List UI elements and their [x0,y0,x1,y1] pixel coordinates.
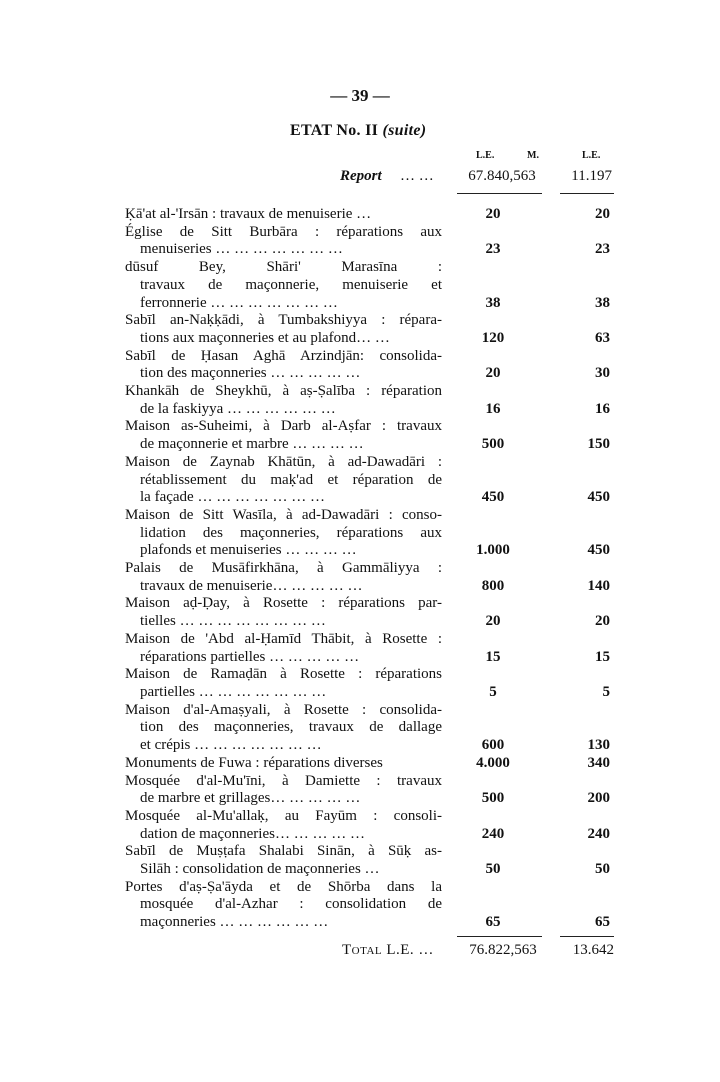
entry-row [0,702,720,755]
entry-line: et crépis … … … … … … … [140,737,322,754]
entry-description [125,754,442,773]
entry-line: Palais de Musāfirkhāna, à Gammāliyya : [125,560,442,577]
report-rule-col1 [457,193,542,194]
entry-line: Maison de Ramaḍān à Rosette : réparations [125,666,442,683]
entry-amount-le: 20 [485,365,501,382]
entry-row [0,595,720,630]
entry-line: Sabīl de Ḥasan Aghā Arzindjān: consolida- [125,347,442,364]
entry-line: Maison de Sitt Wasīla, à ad-Dawadāri : conso- [125,506,442,523]
entry-description [125,843,442,878]
entry-row [0,755,720,773]
entry-line: la façade … … … … … … … [140,489,325,506]
entry-description [125,312,442,347]
entry-amount-le: 1.000 [476,542,510,559]
entry-amount-le2: 150 [587,436,610,453]
entry-line: Ḳā'at al-'Irsān : travaux de menuiserie … [125,206,372,222]
entry-line: plafonds et menuiseries … … … … [140,542,357,559]
entry-line: de marbre et grillages… … … … … [140,790,361,807]
entry-line: travaux de maçonnerie, menuiserie et [140,276,442,293]
entry-line: Sabīl de Muṣṭafa Shalabi Sinān, à Sūḳ as- [125,843,442,860]
entry-amount-le2: 340 [587,754,610,771]
report-row [0,168,720,188]
entry-amount-le2: 65 [595,914,610,931]
entry-line: menuiseries … … … … … … … [140,241,343,258]
entry-line: Silāh : consolidation de maçonneries … [140,861,380,878]
entry-amount-le2: 450 [587,542,610,559]
page-title [290,122,426,140]
entry-description [125,878,442,932]
entry-amount-le: 38 [485,294,501,311]
entry-amount-le2: 16 [595,400,610,417]
report-dots: … … [400,168,434,184]
entry-line: partielles … … … … … … … [140,683,327,700]
entry-row [0,631,720,666]
entry-amount-le2: 50 [595,861,610,878]
entry-row [0,507,720,560]
entry-row [0,206,720,224]
entry-amount-le2: 23 [595,241,610,258]
entry-amount-le: 20 [485,206,501,222]
report-amount-le2: 11.197 [571,168,612,184]
entry-row [0,418,720,453]
entry-line: Khankāh de Sheykhū, à aṣ-Ṣalība : réparation [125,383,442,400]
total-rule-col2 [560,936,614,937]
entry-line: tion des maçonneries … … … … … [140,365,361,382]
entry-line: tielles … … … … … … … … [140,613,326,630]
entry-amount-le: 120 [481,329,505,346]
entry-amount-le2: 20 [595,613,610,630]
total-rule-col1 [457,936,542,937]
entry-row [0,348,720,383]
total-amount-le2: 13.642 [572,942,614,958]
entry-line: dation de maçonneries… … … … … [140,825,365,842]
entry-line: Maison as-Suheimi, à Darb al-Aṣfar : travaux [125,418,442,435]
entry-line: Maison d'al-Amaṣyali, à Rosette : consolida- [125,701,442,718]
column-header-le2: L.E. [582,150,601,161]
entry-description [125,347,442,383]
entry-amount-le2: 63 [595,329,610,346]
entry-amount-le: 20 [485,613,501,630]
page-number: — 39 — [330,86,390,105]
entry-line: Maison de 'Abd al-Ḥamīd Thābit, à Rosette : [125,630,442,647]
entry-line: Portes d'aṣ-Ṣa'āyda et de Shōrba dans la [125,878,442,895]
entry-amount-le: 5 [489,683,497,700]
column-headers [0,150,720,164]
entry-row [0,773,720,808]
title-text: ETAT No. II [290,122,379,139]
entry-amount-le2: 38 [595,294,610,311]
entry-description [125,259,442,312]
entry-description [125,666,442,701]
entry-line: maçonneries … … … … … … [140,914,329,931]
entry-row [0,666,720,701]
entry-amount-le2: 15 [595,648,610,665]
entry-line: tion des maçonneries, travaux de dallage [140,719,442,736]
entry-row [0,560,720,595]
entry-description [125,506,442,560]
entry-line: Mosquée al-Mu'allaḳ, au Fayūm : consoli- [125,807,442,824]
entry-description [125,772,442,808]
entry-amount-le2: 130 [587,737,610,754]
entry-description [125,595,442,630]
entry-line: Maison de Zaynab Khātūn, à ad-Dawadāri : [125,453,442,470]
entry-amount-le2: 240 [587,825,610,842]
entry-description [125,383,442,418]
entry-description [125,206,442,224]
entry-line: tions aux maçonneries et au plafond… … [140,329,390,346]
report-amount-le: 67.840,563 [468,168,536,184]
total-amount-le: 76.822,563 [469,942,537,958]
column-header-m: M. [527,150,539,161]
entry-description [125,453,442,507]
entry-line: de la faskiyya … … … … … … [140,400,336,417]
entry-amount-le: 16 [485,400,501,417]
entry-line: Église de Sitt Burbāra : réparations aux [125,223,442,240]
entry-line: mosquée d'al-Azhar : consolidation de [140,896,442,913]
entry-row [0,454,720,507]
entry-description [125,560,442,595]
entry-amount-le2: 5 [602,683,610,700]
entry-amount-le: 15 [485,648,501,665]
entry-description [125,701,442,755]
entry-line: dūsuf Bey, Shāri' Marasīna : [125,259,442,276]
entry-amount-le: 600 [481,737,505,754]
entry-line: réparations partielles … … … … … [140,648,360,665]
entry-line: ferronnerie … … … … … … … [140,294,338,311]
entry-line: rétablissement du maḳ'ad et réparation de [140,471,442,488]
entry-amount-le: 50 [485,861,501,878]
entry-line: Monuments de Fuwa : réparations diverses [125,754,383,771]
column-header-le: L.E. [476,150,495,161]
entry-row [0,383,720,418]
entry-line: Mosquée d'al-Mu'īni, à Damiette : travaux [125,772,442,789]
entry-amount-le2: 140 [587,577,610,594]
entry-line: de maçonnerie et marbre … … … … [140,436,364,453]
entry-amount-le: 65 [485,914,501,931]
entry-amount-le: 23 [485,241,501,258]
entry-row [0,224,720,259]
entry-amount-le: 800 [481,577,505,594]
entry-row [0,808,720,843]
entry-description [125,418,442,453]
total-label: Total L.E. … [342,942,434,958]
entry-line: lidation des maçonneries, réparations aux [140,524,442,541]
entry-amount-le2: 30 [595,365,610,382]
entry-description [125,223,442,259]
entry-row [0,879,720,932]
entry-amount-le: 500 [481,436,505,453]
entry-description [125,630,442,666]
entry-amount-le: 450 [481,489,505,506]
entry-line: Sabīl an-Naḳḳādi, à Tumbakshiyya : répara- [125,312,442,329]
report-label: Report [340,168,382,184]
entry-amount-le2: 20 [595,206,610,222]
entry-line: Maison aḍ-Ḍay, à Rosette : réparations par- [125,595,442,612]
entry-amount-le2: 450 [587,489,610,506]
entry-amount-le2: 200 [587,790,610,807]
entry-row [0,843,720,878]
entry-amount-le: 240 [481,825,505,842]
entry-row [0,259,720,312]
entry-amount-le: 4.000 [476,754,510,771]
entry-amount-le: 500 [481,790,505,807]
entry-line: travaux de menuiserie… … … … … [140,577,363,594]
report-rule-col2 [560,193,614,194]
entry-description [125,807,442,843]
entry-row [0,312,720,347]
title-suffix: (suite) [382,122,427,139]
entries-list [0,206,720,932]
